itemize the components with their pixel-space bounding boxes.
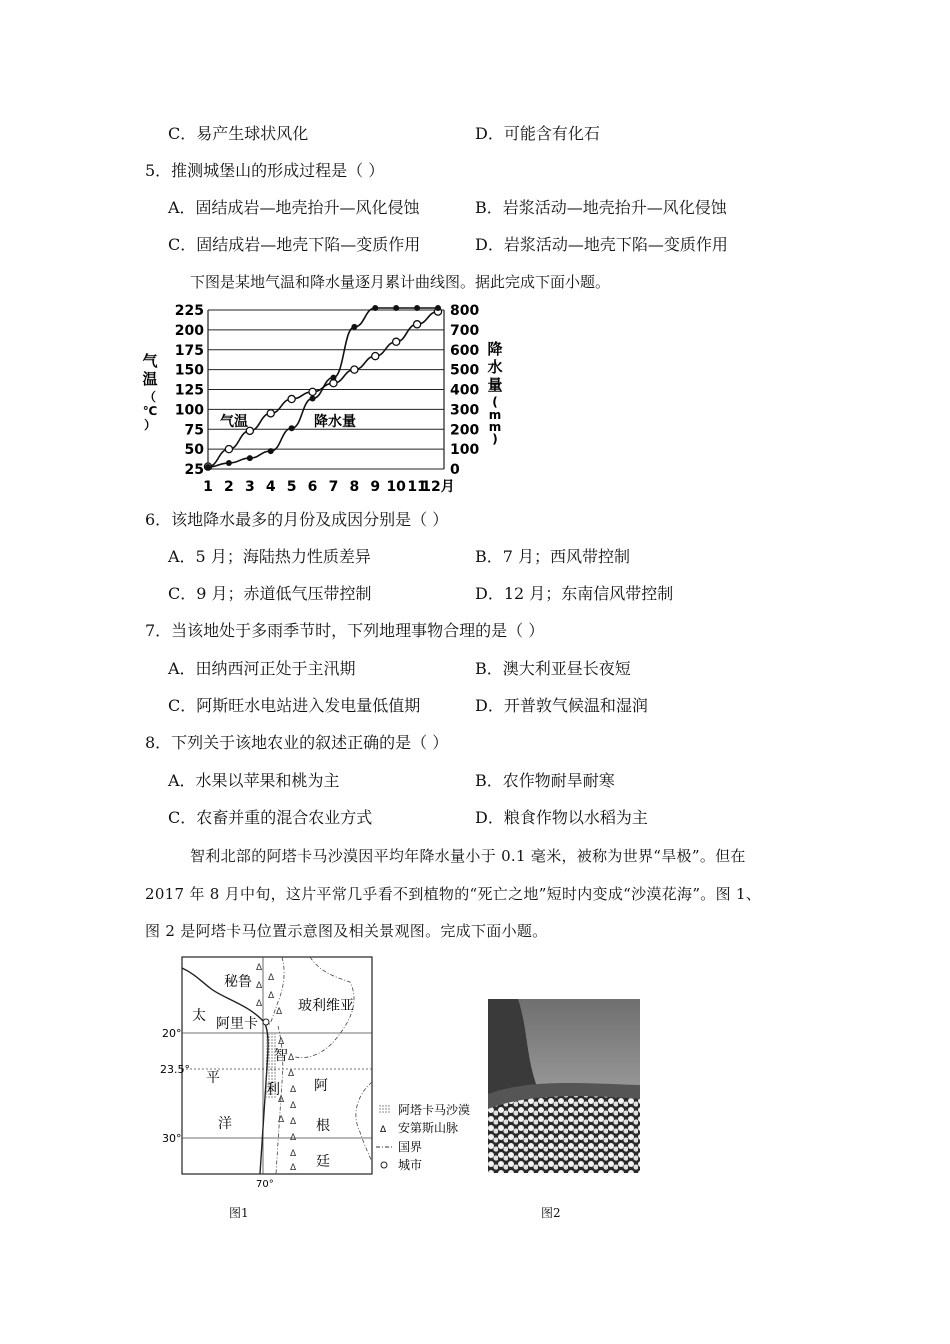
svg-text:ᐃ: ᐃ (276, 1007, 283, 1017)
x-tick-label: 11 (407, 479, 427, 495)
y-left-tick-label: 175 (174, 342, 204, 359)
place-peru: 秘鲁 (224, 974, 252, 990)
precipitation-point (289, 425, 295, 431)
svg-text:ᐃ: ᐃ (268, 973, 275, 983)
annotation-temp: 气温 (220, 414, 248, 430)
q6-option-d: D．12 月；东南信风带控制 (475, 584, 674, 603)
y-right-label-4: ( (492, 395, 498, 409)
temperature-point (413, 321, 420, 328)
temperature-point (288, 395, 295, 402)
y-right-tick-label: 0 (450, 462, 460, 478)
q6-option-c: C．9 月；赤道低气压带控制 (168, 584, 372, 603)
x-tick-label: 10 (386, 479, 406, 495)
svg-text:ᐃ: ᐃ (268, 991, 275, 1001)
svg-text:ᐃ: ᐃ (290, 1149, 297, 1159)
q6-option-b: B．7 月；西风带控制 (475, 547, 631, 566)
x-tick-label: 12月 (421, 479, 455, 495)
x-tick-label: 1 (203, 479, 213, 495)
place-chile-2: 利 (266, 1082, 280, 1098)
place-pacific-3: 洋 (218, 1116, 232, 1132)
place-arica: 阿里卡 (216, 1016, 258, 1032)
precipitation-point (435, 305, 441, 311)
lat-label-30: 30° (162, 1132, 182, 1145)
precipitation-point (247, 455, 253, 461)
y-left-tick-label: 225 (174, 303, 204, 319)
x-tick-label: 6 (307, 479, 318, 495)
q5-option-b: B．岩浆活动—地壳抬升—风化侵蚀 (475, 198, 727, 217)
precipitation-point (372, 305, 378, 311)
y-right-tick-label: 300 (450, 402, 480, 419)
y-right-ticks (450, 303, 479, 478)
precipitation-point (268, 448, 274, 454)
svg-text:ᐃ: ᐃ (288, 1053, 295, 1063)
x-tick-label: 4 (265, 479, 276, 495)
place-pacific-1: 太 (192, 1008, 206, 1024)
temperature-point (393, 338, 400, 345)
y-left-tick-label: 125 (174, 382, 204, 399)
q8-option-d: D．粮食作物以水稻为主 (475, 808, 648, 827)
svg-text:ᐃ: ᐃ (278, 1115, 285, 1125)
temperature-point (351, 366, 358, 373)
legend-city: 城市 (398, 1158, 423, 1172)
svg-text:ᐃ: ᐃ (288, 1069, 295, 1079)
legend-desert-swatch (378, 1105, 390, 1114)
y-left-label-2: 温 (142, 370, 158, 388)
y-right-tick-label: 600 (450, 342, 480, 359)
photo-flowers (488, 1096, 640, 1173)
svg-text:ᐃ: ᐃ (290, 1101, 297, 1111)
precipitation-point (351, 324, 357, 330)
y-left-tick-label: 150 (174, 362, 204, 379)
passage-line-1: 智利北部的阿塔卡马沙漠因平均年降水量小于 0.1 毫米，被称为世界“旱极”。但在 (190, 847, 746, 865)
y-right-tick-label: 100 (450, 442, 480, 459)
place-argentina-2: 根 (316, 1118, 330, 1134)
y-right-label-1: 降 (487, 340, 503, 358)
q8-option-a: A．水果以苹果和桃为主 (168, 771, 340, 790)
svg-text:ᐃ: ᐃ (278, 1037, 285, 1047)
y-right-label-2: 水 (487, 358, 503, 376)
temperature-point (372, 353, 379, 360)
legend-desert: 阿塔卡马沙漠 (398, 1103, 471, 1117)
figure-2-caption: 图2 (541, 1206, 561, 1220)
q5-stem: 5．推测城堡山的形成过程是（ ） (145, 161, 385, 180)
precipitation-point (330, 375, 336, 381)
y-left-label-4: ℃ (142, 404, 158, 418)
passage-line-2: 2017 年 8 月中旬，这片平常几乎看不到植物的“死亡之地”短时内变成“沙漠花海”。图 1、 (145, 885, 762, 903)
q8-option-b: B．农作物耐旱耐寒 (475, 771, 615, 790)
y-left-tick-label: 75 (184, 422, 204, 439)
x-tick-label: 2 (224, 479, 234, 495)
place-argentina-3: 廷 (316, 1154, 330, 1170)
place-pacific-2: 平 (206, 1070, 220, 1086)
temperature-point (225, 446, 232, 453)
place-chile-1: 智 (274, 1048, 288, 1064)
legend-border: 国界 (398, 1140, 423, 1154)
y-left-tick-label: 50 (184, 442, 204, 459)
q5-option-a: A．固结成岩—地壳抬升—风化侵蚀 (168, 198, 420, 217)
q7-option-c: C．阿斯旺水电站进入发电量低值期 (168, 696, 421, 715)
q7-option-d: D．开普敦气候温和湿润 (475, 696, 648, 715)
temperature-point (267, 410, 274, 417)
y-left-label-5: ） (143, 418, 157, 432)
q8-option-c: C．农畜并重的混合农业方式 (168, 808, 373, 827)
svg-text:ᐃ: ᐃ (290, 1117, 297, 1127)
map-frame (182, 957, 372, 1174)
y-right-tick-label: 400 (450, 382, 480, 399)
svg-text:ᐃ: ᐃ (290, 1133, 297, 1143)
precipitation-point (393, 305, 399, 311)
y-left-label-1: 气 (142, 352, 158, 370)
x-tick-label: 3 (244, 479, 255, 495)
q5-option-c: C．固结成岩—地壳下陷—变质作用 (168, 235, 421, 254)
y-left-label-3: （ (143, 390, 157, 404)
y-right-tick-label: 500 (450, 362, 480, 379)
x-tick-label: 7 (328, 479, 339, 495)
y-right-label-6: m (488, 420, 502, 434)
y-right-tick-label: 800 (450, 303, 480, 319)
precipitation-point (310, 395, 316, 401)
q4-option-d: D．可能含有化石 (475, 124, 600, 143)
q6-option-a: A．5 月；海陆热力性质差异 (168, 547, 371, 566)
legend-andes: 安第斯山脉 (398, 1121, 459, 1135)
legend-city-symbol (381, 1162, 387, 1168)
svg-text:ᐃ: ᐃ (278, 1095, 285, 1105)
precipitation-point (414, 305, 420, 311)
lat-label-20: 20° (162, 1027, 182, 1040)
legend-andes-symbol: ᐃ (380, 1125, 387, 1135)
q5-option-d: D．岩浆活动—地壳下陷—变质作用 (475, 235, 728, 254)
chart-grid (208, 310, 444, 469)
svg-text:ᐃ: ᐃ (290, 1085, 297, 1095)
temperature-point (330, 380, 337, 387)
border-right (356, 1082, 372, 1162)
x-tick-label: 5 (286, 479, 297, 495)
series-line-precipitation (208, 308, 438, 467)
lat-label-23-5: 23.5° (160, 1063, 190, 1076)
y-left-ticks (175, 303, 204, 478)
y-right-label-5: m (488, 408, 502, 422)
q4-option-c: C．易产生球状风化 (168, 124, 309, 143)
temperature-point (309, 388, 316, 395)
q7-option-a: A．田纳西河正处于主汛期 (168, 659, 356, 678)
climate-chart (140, 298, 503, 503)
y-right-label-7: ) (492, 432, 498, 446)
q7-option-b: B．澳大利亚昼长夜短 (475, 659, 631, 678)
x-ticks (203, 479, 455, 495)
svg-text:ᐃ: ᐃ (256, 963, 263, 973)
city-arica (263, 1019, 269, 1025)
y-left-tick-label: 200 (174, 322, 204, 339)
chart-intro: 下图是某地气温和降水量逐月累计曲线图。据此完成下面小题。 (190, 273, 611, 291)
q8-stem: 8．下列关于该地农业的叙述正确的是（ ） (145, 733, 449, 752)
place-argentina-1: 阿 (314, 1078, 328, 1094)
y-left-tick-label: 25 (184, 462, 204, 478)
annotation-precip: 降水量 (314, 414, 356, 430)
x-tick-label: 8 (349, 479, 360, 495)
passage-line-3: 图 2 是阿塔卡马位置示意图及相关景观图。完成下面小题。 (145, 922, 548, 940)
lon-label-70: 70° (256, 1179, 274, 1190)
svg-text:ᐃ: ᐃ (290, 1163, 297, 1173)
y-right-label-3: 量 (487, 376, 503, 394)
x-tick-label: 9 (370, 479, 381, 495)
q7-stem: 7．当该地处于多雨季节时，下列地理事物合理的是（ ） (145, 621, 545, 640)
atacama-map (160, 952, 525, 1192)
y-right-tick-label: 700 (450, 322, 480, 339)
precipitation-point (226, 460, 232, 466)
q6-stem: 6．该地降水最多的月份及成因分别是（ ） (145, 510, 449, 529)
place-bolivia: 玻利维亚 (298, 998, 354, 1014)
svg-text:ᐃ: ᐃ (256, 999, 263, 1009)
y-left-tick-label: 100 (174, 402, 204, 419)
precipitation-point (205, 464, 211, 470)
y-right-tick-label: 200 (450, 422, 480, 439)
figure-1-caption: 图1 (229, 1206, 249, 1220)
svg-text:ᐃ: ᐃ (256, 981, 263, 991)
desert-flower-photo (488, 999, 640, 1173)
